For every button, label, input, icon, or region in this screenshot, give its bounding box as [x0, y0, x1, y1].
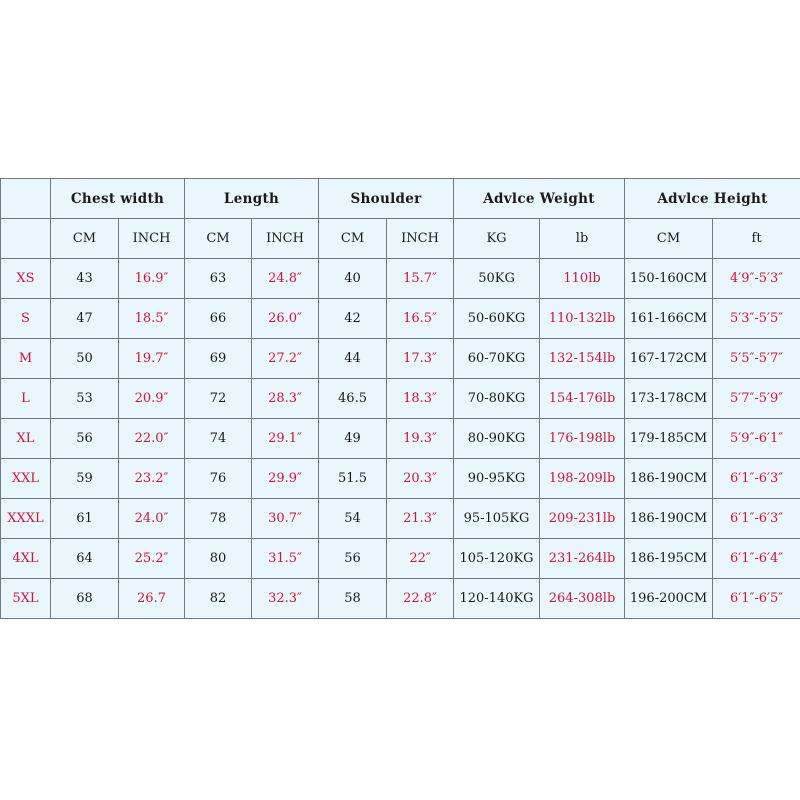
length-inch-cell: 30.7″: [252, 499, 319, 539]
table-row: [1, 419, 800, 459]
table-row: [1, 539, 800, 579]
weight-lb-cell: 264-308lb: [540, 579, 625, 619]
unit-height-ft: ft: [713, 219, 800, 259]
table-row: [1, 299, 800, 339]
chest-cm-cell: 59: [51, 459, 119, 499]
shoulder-cm-cell: 44: [319, 339, 387, 379]
height-ft-cell: 5′9″-6′1″: [713, 419, 800, 459]
chest-cm-cell: 56: [51, 419, 119, 459]
unit-height-cm: CM: [625, 219, 713, 259]
size-chart-table: [0, 178, 800, 619]
height-cm-cell: 186-195CM: [625, 539, 713, 579]
weight-kg-cell: 50KG: [454, 259, 540, 299]
chest-inch-cell: 16.9″: [119, 259, 185, 299]
table-row: [1, 579, 800, 619]
height-ft-cell: 5′5″-5′7″: [713, 339, 800, 379]
length-cm-cell: 76: [185, 459, 252, 499]
height-cm-cell: 179-185CM: [625, 419, 713, 459]
size-label-cell: S: [1, 299, 51, 339]
table-row: [1, 459, 800, 499]
length-cm-cell: 82: [185, 579, 252, 619]
weight-kg-cell: 60-70KG: [454, 339, 540, 379]
length-inch-cell: 31.5″: [252, 539, 319, 579]
chest-cm-cell: 68: [51, 579, 119, 619]
size-label-cell: M: [1, 339, 51, 379]
shoulder-cm-cell: 40: [319, 259, 387, 299]
table-row: [1, 499, 800, 539]
weight-kg-cell: 90-95KG: [454, 459, 540, 499]
shoulder-inch-cell: 19.3″: [387, 419, 454, 459]
unit-length-inch: INCH: [252, 219, 319, 259]
length-cm-cell: 66: [185, 299, 252, 339]
weight-kg-cell: 120-140KG: [454, 579, 540, 619]
unit-chest-cm: CM: [51, 219, 119, 259]
shoulder-inch-cell: 16.5″: [387, 299, 454, 339]
chest-inch-cell: 23.2″: [119, 459, 185, 499]
chest-inch-cell: 24.0″: [119, 499, 185, 539]
shoulder-cm-cell: 46.5: [319, 379, 387, 419]
chest-cm-cell: 47: [51, 299, 119, 339]
chest-cm-cell: 50: [51, 339, 119, 379]
chest-cm-cell: 43: [51, 259, 119, 299]
size-label-cell: XL: [1, 419, 51, 459]
header-length: Length: [185, 179, 319, 219]
unit-header-row: [1, 219, 800, 259]
chest-inch-cell: 18.5″: [119, 299, 185, 339]
weight-lb-cell: 231-264lb: [540, 539, 625, 579]
length-inch-cell: 32.3″: [252, 579, 319, 619]
length-cm-cell: 63: [185, 259, 252, 299]
shoulder-inch-cell: 22.8″: [387, 579, 454, 619]
table-row: [1, 379, 800, 419]
length-inch-cell: 28.3″: [252, 379, 319, 419]
height-ft-cell: 6′1″-6′4″: [713, 539, 800, 579]
height-ft-cell: 4′9″-5′3″: [713, 259, 800, 299]
chest-cm-cell: 53: [51, 379, 119, 419]
unit-weight-lb: lb: [540, 219, 625, 259]
header-shoulder: Shoulder: [319, 179, 454, 219]
height-cm-cell: 196-200CM: [625, 579, 713, 619]
weight-lb-cell: 110-132lb: [540, 299, 625, 339]
height-cm-cell: 186-190CM: [625, 499, 713, 539]
chest-cm-cell: 64: [51, 539, 119, 579]
height-ft-cell: 5′3″-5′5″: [713, 299, 800, 339]
weight-lb-cell: 176-198lb: [540, 419, 625, 459]
weight-kg-cell: 70-80KG: [454, 379, 540, 419]
unit-length-cm: CM: [185, 219, 252, 259]
unit-shoulder-inch: INCH: [387, 219, 454, 259]
size-label-cell: 4XL: [1, 539, 51, 579]
shoulder-cm-cell: 49: [319, 419, 387, 459]
height-cm-cell: 186-190CM: [625, 459, 713, 499]
weight-kg-cell: 95-105KG: [454, 499, 540, 539]
length-inch-cell: 29.9″: [252, 459, 319, 499]
size-label-cell: XXL: [1, 459, 51, 499]
height-cm-cell: 173-178CM: [625, 379, 713, 419]
length-cm-cell: 78: [185, 499, 252, 539]
length-cm-cell: 69: [185, 339, 252, 379]
weight-kg-cell: 105-120KG: [454, 539, 540, 579]
chest-cm-cell: 61: [51, 499, 119, 539]
size-label-cell: XXXL: [1, 499, 51, 539]
weight-kg-cell: 50-60KG: [454, 299, 540, 339]
height-ft-cell: 6′1″-6′5″: [713, 579, 800, 619]
length-inch-cell: 26.0″: [252, 299, 319, 339]
height-cm-cell: 161-166CM: [625, 299, 713, 339]
length-cm-cell: 80: [185, 539, 252, 579]
height-ft-cell: 6′1″-6′3″: [713, 459, 800, 499]
chest-inch-cell: 20.9″: [119, 379, 185, 419]
weight-lb-cell: 209-231lb: [540, 499, 625, 539]
chest-inch-cell: 19.7″: [119, 339, 185, 379]
unit-weight-kg: KG: [454, 219, 540, 259]
corner-cell: [1, 179, 51, 219]
header-advice-height: Advlce Height: [625, 179, 800, 219]
unit-chest-inch: INCH: [119, 219, 185, 259]
header-chest-width: Chest width: [51, 179, 185, 219]
shoulder-inch-cell: 20.3″: [387, 459, 454, 499]
shoulder-cm-cell: 51.5: [319, 459, 387, 499]
length-inch-cell: 29.1″: [252, 419, 319, 459]
chest-inch-cell: 25.2″: [119, 539, 185, 579]
unit-corner-cell: [1, 219, 51, 259]
weight-lb-cell: 132-154lb: [540, 339, 625, 379]
size-label-cell: XS: [1, 259, 51, 299]
unit-shoulder-cm: CM: [319, 219, 387, 259]
weight-kg-cell: 80-90KG: [454, 419, 540, 459]
length-inch-cell: 27.2″: [252, 339, 319, 379]
table-row: [1, 259, 800, 299]
header-advice-weight: Advlce Weight: [454, 179, 625, 219]
height-cm-cell: 167-172CM: [625, 339, 713, 379]
shoulder-inch-cell: 18.3″: [387, 379, 454, 419]
size-label-cell: L: [1, 379, 51, 419]
shoulder-inch-cell: 21.3″: [387, 499, 454, 539]
shoulder-cm-cell: 42: [319, 299, 387, 339]
weight-lb-cell: 110lb: [540, 259, 625, 299]
chest-inch-cell: 22.0″: [119, 419, 185, 459]
weight-lb-cell: 154-176lb: [540, 379, 625, 419]
height-ft-cell: 5′7″-5′9″: [713, 379, 800, 419]
shoulder-inch-cell: 15.7″: [387, 259, 454, 299]
weight-lb-cell: 198-209lb: [540, 459, 625, 499]
length-cm-cell: 72: [185, 379, 252, 419]
size-label-cell: 5XL: [1, 579, 51, 619]
height-cm-cell: 150-160CM: [625, 259, 713, 299]
group-header-row: [1, 179, 800, 219]
length-cm-cell: 74: [185, 419, 252, 459]
chest-inch-cell: 26.7: [119, 579, 185, 619]
shoulder-inch-cell: 17.3″: [387, 339, 454, 379]
shoulder-inch-cell: 22″: [387, 539, 454, 579]
shoulder-cm-cell: 54: [319, 499, 387, 539]
shoulder-cm-cell: 56: [319, 539, 387, 579]
table-row: [1, 339, 800, 379]
length-inch-cell: 24.8″: [252, 259, 319, 299]
height-ft-cell: 6′1″-6′3″: [713, 499, 800, 539]
shoulder-cm-cell: 58: [319, 579, 387, 619]
